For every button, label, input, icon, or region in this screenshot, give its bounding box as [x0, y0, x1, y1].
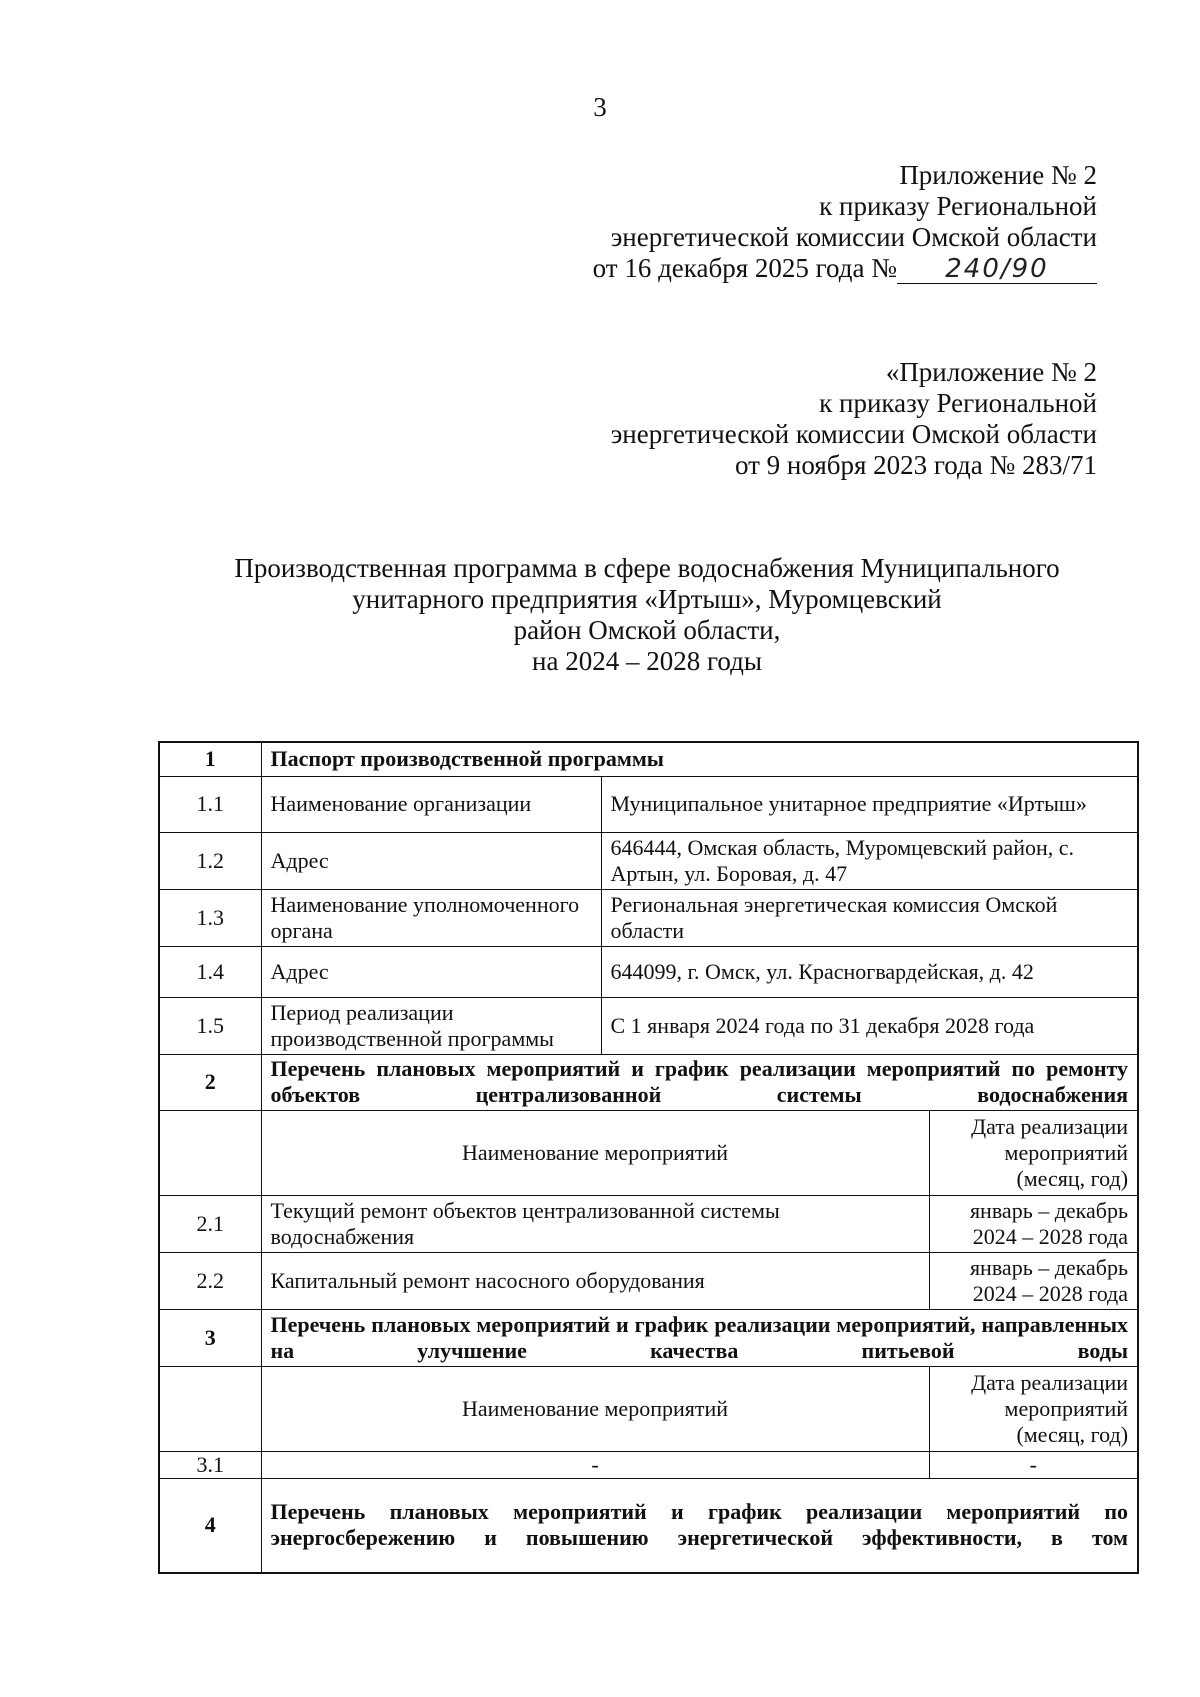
- page-number: 3: [593, 92, 607, 122]
- section-title: Перечень плановых мероприятий и график реализации мероприятий по ремонту объектов централизованной системы водоснабжения: [261, 1054, 1138, 1110]
- row-number: 1.4: [159, 946, 261, 997]
- row-label: Адрес: [261, 946, 601, 997]
- title-line: Производственная программа в сфере водоснабжения Муниципального: [234, 553, 1060, 583]
- appendix-header-new: [593, 160, 1097, 284]
- appendix-header-old: [611, 357, 1097, 481]
- section-row: [159, 742, 1138, 776]
- section-number: 1: [159, 742, 261, 776]
- row-label: Адрес: [261, 832, 601, 889]
- table-row: [159, 1252, 1138, 1309]
- table-row: [159, 889, 1138, 946]
- row-number: 2.1: [159, 1195, 261, 1252]
- title-line: район Омской области,: [513, 615, 781, 645]
- table-header-row: [159, 1366, 1138, 1451]
- appendix-line: «Приложение № 2: [885, 357, 1097, 387]
- row-value: Муниципальное унитарное предприятие «Иртыш»: [601, 776, 1138, 832]
- table-row: [159, 1195, 1138, 1252]
- title-line: на 2024 – 2028 годы: [532, 646, 762, 676]
- row-number: 1.1: [159, 776, 261, 832]
- row-date: январь – декабрь 2024 – 2028 года: [929, 1252, 1138, 1309]
- section-number: 4: [159, 1478, 261, 1573]
- section-title: Перечень плановых мероприятий и график реализации мероприятий, направленных на улучшение качества питьевой воды: [261, 1309, 1138, 1366]
- row-number: 1.5: [159, 997, 261, 1054]
- appendix-date-line: [593, 253, 1097, 284]
- title-line: унитарного предприятия «Иртыш», Муромцевский: [352, 584, 942, 614]
- row-number: 3.1: [159, 1451, 261, 1478]
- section-title: Перечень плановых мероприятий и график реализации мероприятий по энергосбережению и повышению энергетической эффективности, в том: [261, 1478, 1138, 1573]
- section-row: [159, 1478, 1138, 1573]
- row-value: 644099, г. Омск, ул. Красногвардейская, д. 42: [601, 946, 1138, 997]
- row-name: Капитальный ремонт насосного оборудования: [261, 1252, 929, 1309]
- table-row: [159, 832, 1138, 889]
- column-header-date: Дата реализации мероприятий (месяц, год): [929, 1110, 1138, 1195]
- table-row: [159, 1451, 1138, 1478]
- handwritten-order-number: 240/90: [897, 256, 1097, 284]
- appendix-date-prefix: от 16 декабря 2025 года №: [592, 253, 897, 283]
- row-label: Период реализации производственной программы: [261, 997, 601, 1054]
- section-number: 2: [159, 1054, 261, 1110]
- appendix-line: энергетической комиссии Омской области: [610, 222, 1097, 252]
- row-name: -: [261, 1451, 929, 1478]
- row-number: 1.2: [159, 832, 261, 889]
- row-value: 646444, Омская область, Муромцевский район, с. Артын, ул. Боровая, д. 47: [601, 832, 1138, 889]
- appendix-line: к приказу Региональной: [819, 388, 1097, 418]
- column-header-name: Наименование мероприятий: [261, 1110, 929, 1195]
- row-label: Наименование уполномоченного органа: [261, 889, 601, 946]
- appendix-line: энергетической комиссии Омской области: [610, 419, 1097, 449]
- column-header-name: Наименование мероприятий: [261, 1366, 929, 1451]
- table-header-row: [159, 1110, 1138, 1195]
- appendix-line: от 9 ноября 2023 года № 283/71: [734, 450, 1097, 480]
- production-program-table: [158, 741, 1139, 1574]
- row-name: Текущий ремонт объектов централизованной системы водоснабжения: [261, 1195, 929, 1252]
- section-row: [159, 1054, 1138, 1110]
- appendix-line: к приказу Региональной: [819, 191, 1097, 221]
- section-title: Паспорт производственной программы: [261, 742, 1138, 776]
- section-row: [159, 1309, 1138, 1366]
- row-value: Региональная энергетическая комиссия Омской области: [601, 889, 1138, 946]
- row-date: январь – декабрь 2024 – 2028 года: [929, 1195, 1138, 1252]
- appendix-line: Приложение № 2: [899, 160, 1097, 190]
- table-row: [159, 997, 1138, 1054]
- row-number: 2.2: [159, 1252, 261, 1309]
- empty-cell: [159, 1110, 261, 1195]
- table-row: [159, 946, 1138, 997]
- empty-cell: [159, 1366, 261, 1451]
- document-title: [0, 553, 1200, 677]
- row-date: -: [929, 1451, 1138, 1478]
- row-label: Наименование организации: [261, 776, 601, 832]
- table-row: [159, 776, 1138, 832]
- column-header-date: Дата реализации мероприятий (месяц, год): [929, 1366, 1138, 1451]
- section-number: 3: [159, 1309, 261, 1366]
- row-number: 1.3: [159, 889, 261, 946]
- row-value: С 1 января 2024 года по 31 декабря 2028 года: [601, 997, 1138, 1054]
